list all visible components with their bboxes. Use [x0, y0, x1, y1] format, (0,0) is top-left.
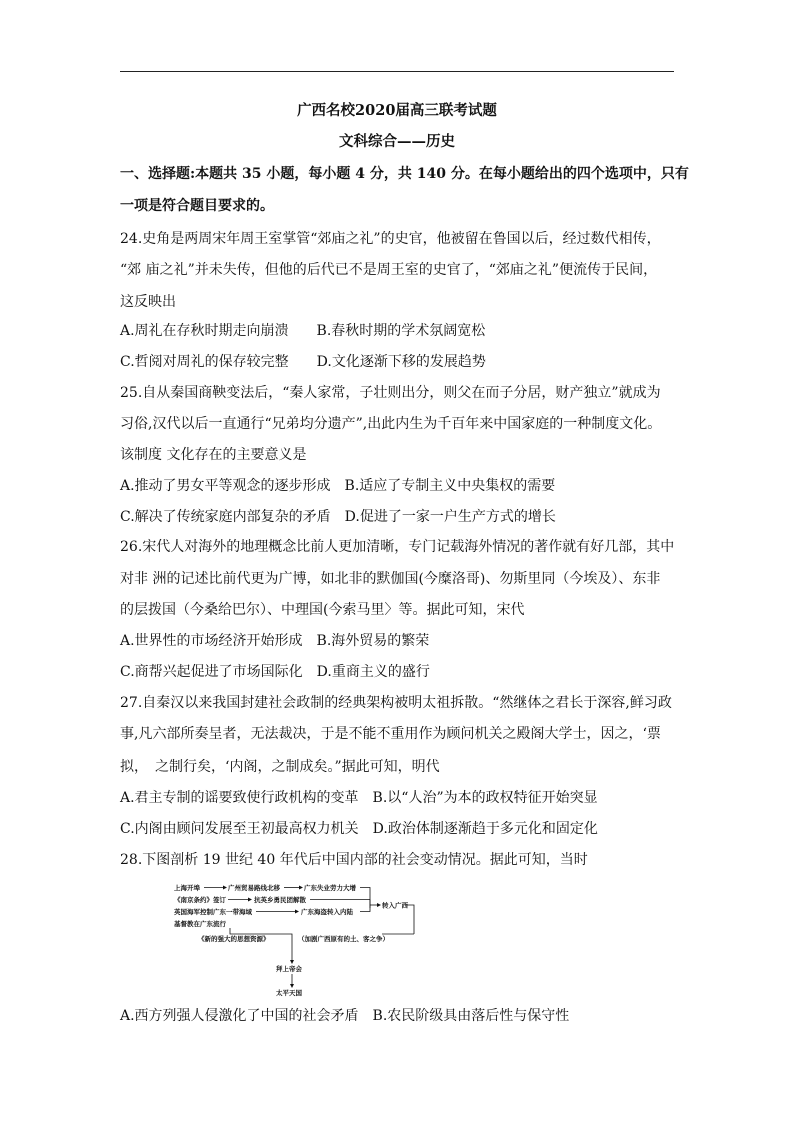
node-unemployed: 广东失业劳力大增 — [304, 884, 356, 892]
exam-title: 广西名校2020届高三联考试题 — [297, 102, 497, 119]
node-taiping: 太平天国 — [276, 989, 302, 997]
node-britain: 英国海军控制广东一带海域 — [174, 908, 252, 916]
node-guangxi: 转入广西 — [382, 901, 408, 910]
question-27-options-ab: A.君主专制的谣要致使行政机构的变革 B.以“人治”为本的政权特征开始突显 — [120, 790, 598, 806]
question-26-stem-2: 对非 洲的记述比前代更为广博，如北非的默伽国(今糜洛哥)、勿斯里同（今埃及）、东非 — [120, 571, 661, 587]
section-instruction-line-1: 一、选择题:本题共 35 小题，每小题 4 分，共 140 分。在每小题给出的四个选项中，只有 — [120, 166, 689, 182]
node-new-thought: 《新的强大的思想资源》 — [198, 935, 270, 943]
question-25-options-ab: A.推动了男女平等观念的逐步形成 B.适应了专制主义中央集权的需要 — [120, 478, 556, 494]
question-24-options-ab: A.周礼在存秋时期走向崩溃 B.春秋时期的学术氛阔宽松 — [120, 323, 486, 339]
arrowhead-5 — [377, 903, 381, 907]
question-24-stem-3: 这反映出 — [120, 294, 176, 310]
node-shanghai: 上海开埠 — [174, 884, 200, 892]
arrowhead-2 — [299, 886, 303, 890]
node-conflict: （加剧广西原有的土、客之争） — [298, 935, 389, 943]
question-24-options-cd: C.哲阅对周礼的保存较完整 D.文化逐渐下移的发展趋势 — [120, 354, 486, 370]
question-26-stem-1: 26.宋代人对海外的地理概念比前人更加清晰，专门记载海外情况的著作就有好几部，其中 — [120, 539, 675, 555]
question-28-options-ab: A.西方列强人侵激化了中国的社会矛盾 B.农民阶级具由落后性与保守性 — [120, 1008, 570, 1024]
arrowhead-7 — [290, 984, 294, 988]
node-militia: 抗英乡勇民团解散 — [254, 896, 306, 904]
question-27-options-cd: C.内阁由顾问发展至王初最高权力机关 D.政治体制逐渐趋于多元化和固定化 — [120, 821, 598, 837]
top-rule — [120, 71, 674, 72]
connector-pirates — [360, 900, 370, 912]
node-worship: 拜上帝会 — [276, 965, 302, 973]
node-pirates: 广东海盗转入内陆 — [301, 908, 353, 916]
connector-unemployed — [360, 888, 370, 909]
question-25-stem-2: 习俗,汉代以后一直通行“兄弟均分遗产”,出此内生为千百年来中国家庭的一种制度文化。 — [120, 416, 662, 432]
arrowhead-1 — [223, 886, 227, 890]
question-24-stem-2: “郊 庙之礼”并未失传，但他的后代已不是周王室的史官了，“郊庙之礼”便流传于民间， — [120, 262, 658, 278]
node-christianity: 基督教在广东流行 — [174, 920, 226, 928]
node-guangzhou: 广州贸易路线北移 — [228, 884, 280, 892]
node-nanjing: 《南京条约》签订 — [174, 896, 226, 904]
question-25-stem-3: 该制度 文化存在的主要意义是 — [120, 447, 307, 463]
section-instruction-line-2: 一项是符合题目要求的。 — [120, 198, 274, 214]
arrowhead-4 — [295, 910, 299, 914]
arrowhead-6 — [290, 960, 294, 964]
question-25-stem-1: 25.自从秦国商鞅变法后，“秦人家常，子壮则出分，则父在而子分居，财产独立”就成为 — [120, 385, 661, 401]
arrowhead-3 — [248, 898, 252, 902]
question-26-stem-3: 的层拨国（今桑给巴尔）、中理国(今索马里〉等。据此可知，宋代 — [120, 602, 525, 618]
social-change-flow-diagram — [170, 882, 460, 998]
question-26-options-ab: A.世界性的市场经济开始形成 B.海外贸易的繁荣 — [120, 633, 430, 649]
question-25-options-cd: C.解决了传统家庭内部复杂的矛盾 D.促进了一家一户生产方式的增长 — [120, 509, 556, 525]
question-27-stem-1: 27.自秦汉以来我国封建社会政制的经典架构被明太祖拆散。“然继体之君长于深容,鲜习政 — [120, 695, 672, 711]
question-28-stem-1: 28.下图剖析 19 世纪 40 年代后中国内部的社会变动情况。据此可知，当时 — [120, 852, 588, 868]
question-26-options-cd: C.商帮兴起促进了市场国际化 D.重商主义的盛行 — [120, 664, 430, 680]
exam-subtitle: 文科综合——历史 — [339, 133, 455, 150]
question-27-stem-3: 拟， 之制行矣，‘内阁，之制成矣。”据此可知，明代 — [120, 759, 440, 775]
question-24-stem-1: 24.史角是两周宋年周王室掌管“郊庙之礼”的史官，他被留在鲁国以后，经过数代相传， — [120, 231, 661, 247]
question-27-stem-2: 事,凡六部所奏呈者，无法裁决，于是不能不重用作为顾问机关之殿阁大学士，因之，‘票 — [120, 726, 661, 742]
